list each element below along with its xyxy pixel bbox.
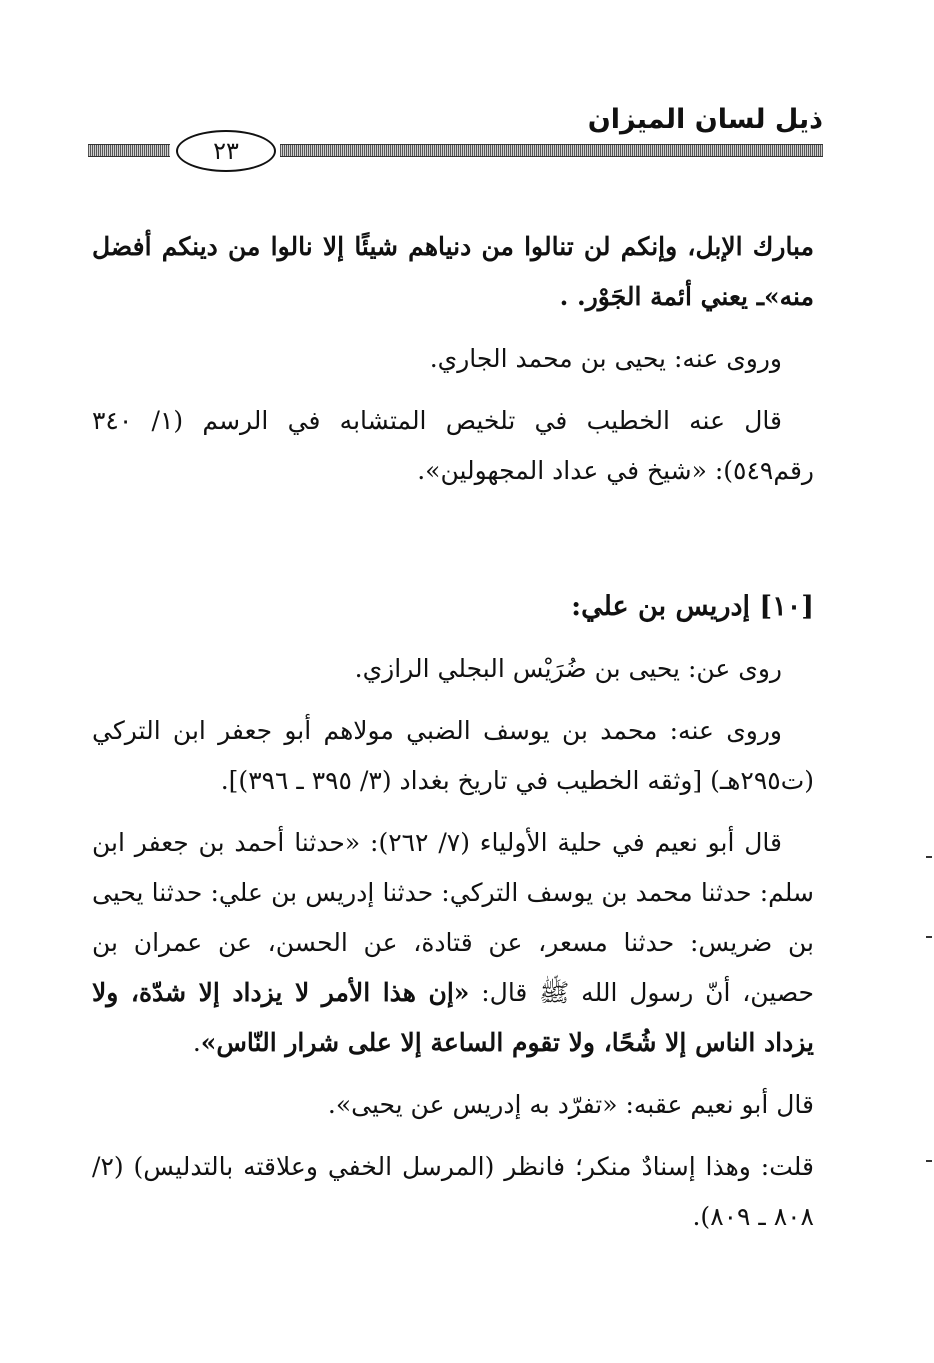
- hadith-gloss: ـ يعني أئمة الجَوْر. .: [559, 282, 765, 311]
- paragraph-narrated-from-him: وروى عنه: يحيى بن محمد الجاري.: [429, 344, 782, 373]
- paragraph-abu-nuaym-comment: قال أبو نعيم عقبه: «تفرّد به إدريس عن يحيى».: [327, 1090, 814, 1119]
- hadith-quote: «إن هذا الأمر لا يزداد إلا شدّة، ولا يزداد الناس إلا شُحًا، ولا تقوم الساعة إلا على شرار النّاس»: [92, 978, 814, 1057]
- scan-mark: [926, 856, 932, 858]
- header-rule-left: [88, 144, 170, 157]
- paragraph-hadith-continuation: [92, 222, 814, 322]
- isnad-text: قال أبو نعيم في حلية الأولياء (٧/ ٢٦٢): «حدثنا أحمد بن جعفر ابن سلم: حدثنا محمد بن يوسف التركي: حدثنا إدريس بن علي: حدثنا يحيى بن ضريس: حدثنا مسعر، عن قتادة، عن الحسن، عن عمران بن حصين، أنّ رسول الله ﷺ قال:: [92, 828, 814, 1007]
- scan-mark: [926, 1160, 932, 1162]
- paragraph-narrated-from: روى عن: يحيى بن ضُرَيْس البجلي الرازي.: [354, 654, 782, 683]
- page-number: ٢٣: [176, 130, 276, 172]
- hadith-text: مبارك الإبل، وإنكم لن تنالوا من دنياهم شيئًا إلا نالوا من دينكم أفضل منه»: [92, 232, 814, 311]
- paragraph-abu-nuaym-isnad: [92, 818, 814, 1068]
- isnad-end: .: [192, 1028, 201, 1057]
- paragraph-author-note: قلت: وهذا إسنادٌ منكر؛ فانظر (المرسل الخفي وعلاقته بالتدليس) (٢/ ٨٠٨ ـ ٨٠٩).: [92, 1152, 814, 1231]
- book-title: ذيل لسان الميزان: [587, 104, 823, 135]
- scan-mark: [926, 936, 932, 938]
- header-rule-right: [280, 144, 823, 157]
- paragraph-narrators-from-him: وروى عنه: محمد بن يوسف الضبي مولاهم أبو جعفر ابن التركي (ت٢٩٥هـ) [وثقه الخطيب في تاريخ بغداد (٣/ ٣٩٥ ـ ٣٩٦)].: [92, 716, 814, 795]
- entry-title: [١٠] إدريس بن علي:: [571, 591, 814, 622]
- page-body: [92, 222, 814, 1242]
- paragraph-khatib-opinion: قال عنه الخطيب في تلخيص المتشابه في الرسم (١/ ٣٤٠ رقم٥٤٩): «شيخ في عداد المجهولين».: [92, 406, 814, 485]
- page-header: [88, 100, 823, 170]
